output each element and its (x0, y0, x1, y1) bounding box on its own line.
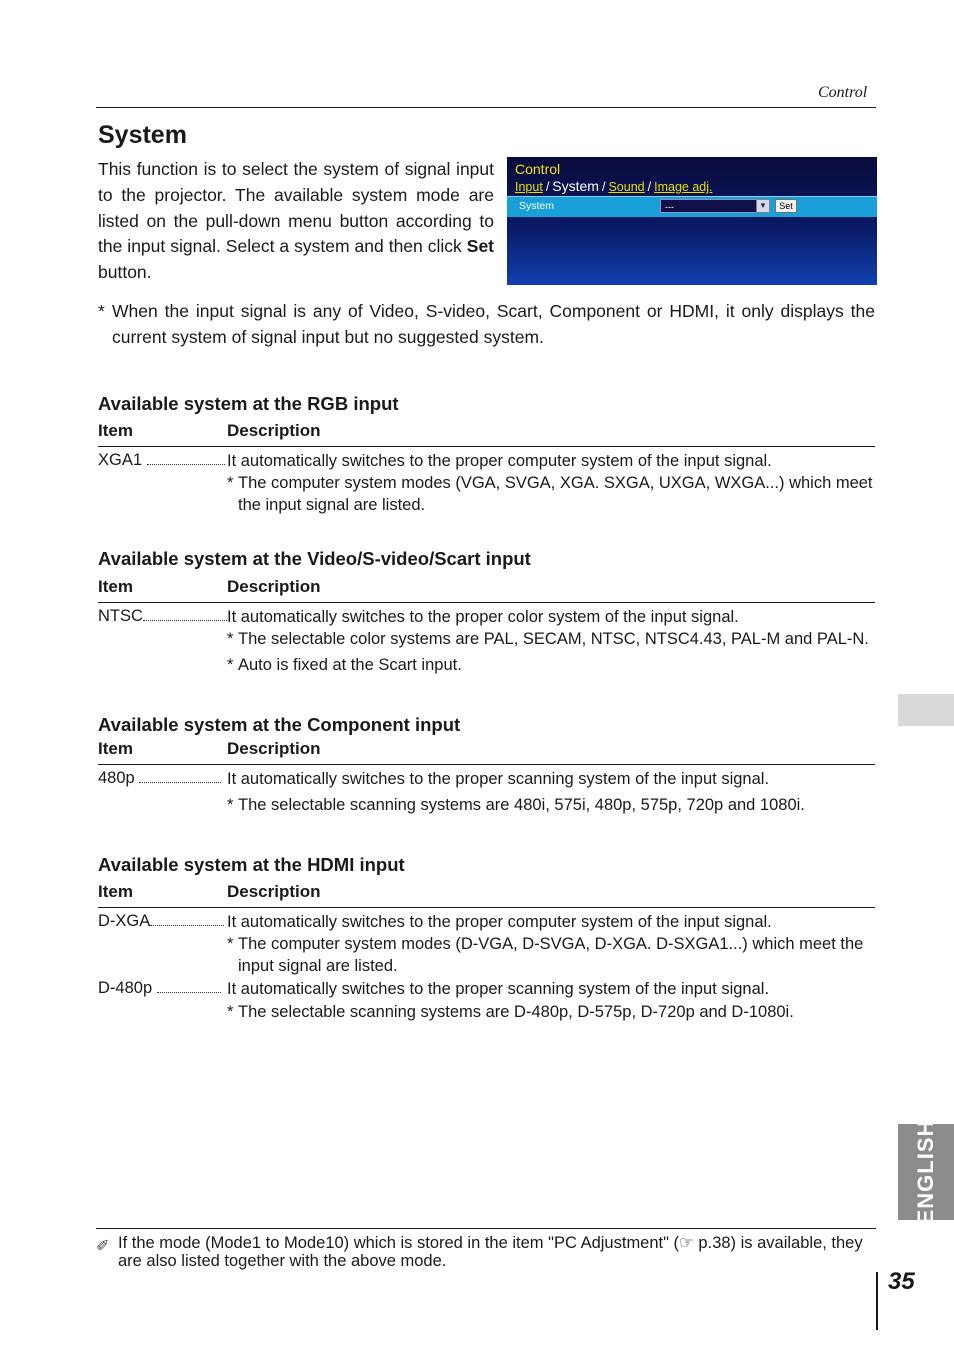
section-title-video: Available system at the Video/S-video/Scart input (98, 548, 531, 569)
note-star: * (227, 474, 234, 492)
table-rule (98, 764, 875, 765)
page-number-bar (876, 1272, 878, 1330)
note-text: The selectable scanning systems are 480i, 575i, 480p, 575p, 720p and 1080i. (238, 796, 805, 814)
note-text: The selectable scanning systems are D-480p, D-575p, D-720p and D-1080i. (238, 1003, 794, 1021)
table-row-note (227, 794, 875, 816)
nav-image-adj[interactable]: Image adj. (654, 180, 713, 194)
note-star: * (227, 656, 234, 674)
leader-dots (157, 980, 221, 993)
table-row-item (98, 451, 225, 470)
footnote-text: If the mode (Mode1 to Mode10) which is stored in the item "PC Adjustment" (☞ p.38) is available, they are also listed together with the above mode. (118, 1234, 863, 1270)
table-rule (98, 602, 875, 603)
leader-dots (143, 608, 227, 621)
table-row-description: It automatically switches to the proper computer system of the input signal. (227, 452, 772, 470)
column-head-item: Item (98, 421, 133, 440)
column-head-item: Item (98, 882, 133, 901)
table-row-note (227, 654, 875, 676)
note-star: * (227, 1003, 234, 1021)
column-head-description: Description (227, 577, 321, 596)
note-star: * (227, 630, 234, 648)
item-label: D-480p (98, 979, 153, 997)
table-row-item (98, 769, 221, 788)
nav-sep: / (545, 180, 550, 194)
table-row-description: It automatically switches to the proper computer system of the input signal. (227, 913, 772, 931)
item-label: XGA1 (98, 451, 143, 469)
nav-system[interactable]: System (552, 178, 599, 194)
footnote-rule (96, 1228, 876, 1229)
column-head-description: Description (227, 421, 321, 440)
intro-bold-word: Set (466, 236, 494, 257)
section-title-hdmi: Available system at the HDMI input (98, 854, 405, 875)
intro-paragraph (98, 157, 494, 286)
item-label: 480p (98, 769, 135, 787)
table-row-description: It automatically switches to the proper scanning system of the input signal. (227, 980, 770, 998)
intro-text-after: button. (98, 262, 152, 283)
leader-dots (139, 770, 221, 783)
table-row-description: It automatically switches to the proper scanning system of the input signal. (227, 770, 770, 788)
header-section-label: Control (818, 84, 868, 101)
system-row-label: System (519, 200, 555, 212)
section-title-rgb: Available system at the RGB input (98, 393, 399, 414)
table-row-note (227, 472, 875, 516)
column-head-item: Item (98, 577, 133, 596)
leader-dots (147, 452, 225, 465)
note-text: The computer system modes (D-VGA, D-SVGA, D-XGA. D-SXGA1...) which meet the input signal are listed. (238, 935, 864, 975)
note-star: * (227, 796, 234, 814)
table-row-item (98, 912, 224, 931)
table-row-note (227, 628, 875, 650)
system-menu-screenshot (507, 157, 877, 285)
column-head-item: Item (98, 739, 133, 758)
table-rule (98, 446, 875, 447)
screenshot-title: Control (515, 161, 561, 177)
table-row-note (227, 933, 875, 977)
pencil-icon: ✐ (96, 1238, 110, 1255)
page-number: 35 (888, 1268, 915, 1295)
nav-input[interactable]: Input (515, 180, 543, 194)
item-label: D-XGA (98, 912, 151, 930)
side-tab-language (898, 1119, 954, 1225)
nav-sep: / (647, 180, 652, 194)
side-tab-label: ENGLISH (913, 1119, 938, 1225)
note-star: * (98, 301, 105, 321)
note-text: Auto is fixed at the Scart input. (238, 656, 462, 674)
column-head-description: Description (227, 739, 321, 758)
section-title-component: Available system at the Component input (98, 714, 461, 735)
leader-dots (150, 913, 224, 926)
screenshot-nav (515, 178, 712, 194)
page-title: System (98, 121, 187, 149)
set-button[interactable]: Set (775, 199, 797, 213)
note-text: The selectable color systems are PAL, SECAM, NTSC, NTSC4.43, PAL-M and PAL-N. (238, 630, 869, 648)
note-star: * (227, 935, 234, 953)
table-row-item (98, 979, 221, 998)
table-row-item (98, 607, 227, 626)
table-row-note (227, 1001, 875, 1023)
table-rule (98, 907, 875, 908)
item-label: NTSC (98, 607, 143, 625)
intro-text-before: This function is to select the system of signal input to the projector. The available system mode are listed on the pull-down menu button according to the input signal. Select a system and then click (98, 159, 494, 257)
note-text: The computer system modes (VGA, SVGA, XGA. SXGA, UXGA, WXGA...) which meet the input signal are listed. (238, 474, 873, 514)
input-note (98, 299, 875, 350)
nav-sound[interactable]: Sound (608, 180, 645, 194)
nav-sep: / (601, 180, 606, 194)
note-text: When the input signal is any of Video, S-video, Scart, Component or HDMI, it only displays the current system of signal input but no suggested system. (112, 301, 875, 347)
chevron-down-icon[interactable]: ▼ (756, 199, 770, 213)
system-select[interactable]: --- (660, 199, 770, 213)
column-head-description: Description (227, 882, 321, 901)
header-rule (96, 107, 876, 108)
table-row-description: It automatically switches to the proper color system of the input signal. (227, 608, 739, 626)
side-tab-marker (898, 694, 954, 726)
